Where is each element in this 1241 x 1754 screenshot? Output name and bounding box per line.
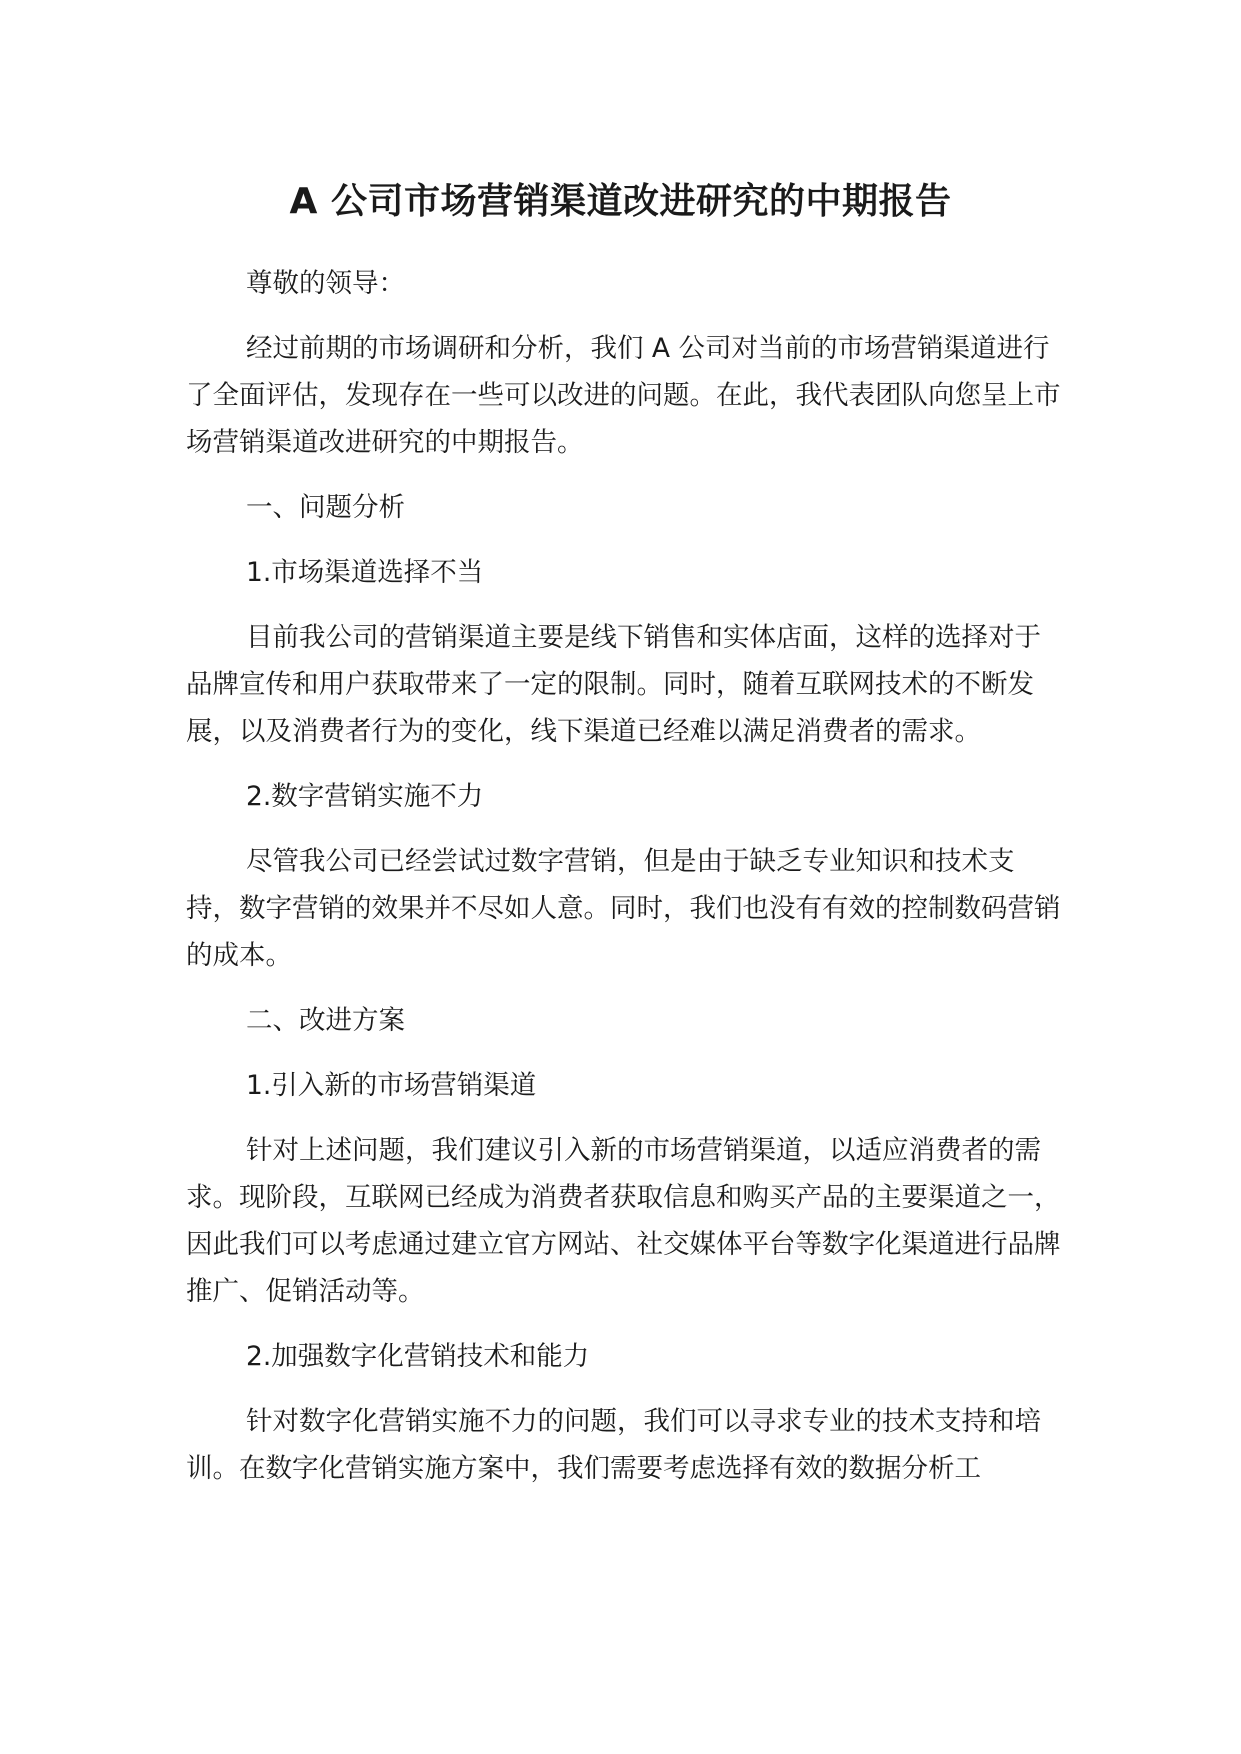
section-heading-improvement-plan: 二、改进方案 — [246, 1005, 405, 1036]
salutation: 尊敬的领导： — [246, 268, 405, 299]
subheading-digital-capability: 2.加强数字化营销技术和能力 — [246, 1341, 590, 1372]
subheading-channel-selection: 1.市场渠道选择不当 — [246, 557, 484, 588]
paragraph-new-channels: 针对上述问题，我们建议引入新的市场营销渠道，以适应消费者的需求。现阶段，互联网已经成为消费者获取信息和购买产品的主要渠道之一，因此我们可以考虑通过建立官方网站、社交媒体平台等数字化渠道进行品牌推广、促销活动等。 — [186, 1135, 1061, 1307]
paragraph-digital-marketing: 尽管我公司已经尝试过数字营销，但是由于缺乏专业知识和技术支持，数字营销的效果并不尽如人意。同时，我们也没有有效的控制数码营销的成本。 — [186, 846, 1061, 971]
subheading-digital-marketing: 2.数字营销实施不力 — [246, 781, 484, 812]
subheading-new-channels: 1.引入新的市场营销渠道 — [246, 1070, 537, 1101]
section-heading-problem-analysis: 一、问题分析 — [246, 492, 405, 523]
document-title: A 公司市场营销渠道改进研究的中期报告 — [289, 181, 952, 222]
paragraph-digital-capability: 针对数字化营销实施不力的问题，我们可以寻求专业的技术支持和培训。在数字化营销实施方案中，我们需要考虑选择有效的数据分析工 — [186, 1406, 1041, 1484]
paragraph-channel-selection: 目前我公司的营销渠道主要是线下销售和实体店面，这样的选择对于品牌宣传和用户获取带来了一定的限制。同时，随着互联网技术的不断发展，以及消费者行为的变化，线下渠道已经难以满足消费者的需求。 — [186, 622, 1041, 747]
intro-paragraph: 经过前期的市场调研和分析，我们 A 公司对当前的市场营销渠道进行了全面评估，发现存在一些可以改进的问题。在此，我代表团队向您呈上市场营销渠道改进研究的中期报告。 — [186, 333, 1061, 458]
document-body — [186, 260, 1066, 1510]
